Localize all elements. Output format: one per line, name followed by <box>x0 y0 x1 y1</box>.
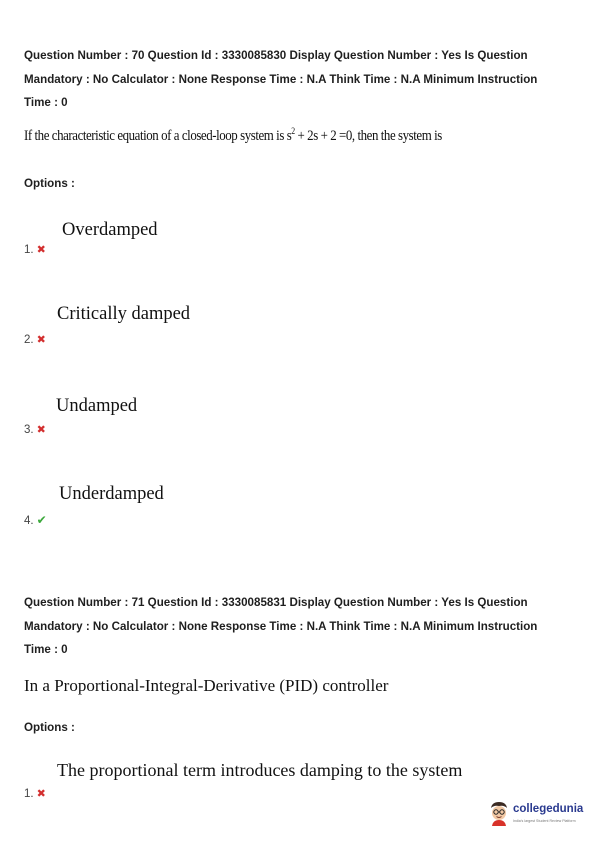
option-4-text: Underdamped <box>59 484 164 504</box>
metadata-line: Mandatory : No Calculator : None Response Time : N.A Think Time : N.A Minimum Instruction <box>24 72 538 86</box>
option-number: 1. <box>24 788 34 800</box>
exponent: 2 <box>291 126 295 136</box>
options-label: Options : <box>24 721 75 734</box>
question-71-text: In a Proportional-Integral-Derivative (PID) controller <box>24 676 389 695</box>
logo-tagline: India's largest Student Review Platform <box>513 819 576 823</box>
option-number: 2. <box>24 334 34 346</box>
logo-wordmark: collegedunia <box>513 803 584 815</box>
metadata-line: Time : 0 <box>24 643 68 656</box>
option-1-text: Overdamped <box>62 220 158 240</box>
metadata-line: Mandatory : No Calculator : None Response Time : N.A Think Time : N.A Minimum Instruction <box>24 619 538 633</box>
option-3-text: Undamped <box>56 396 138 416</box>
correct-check-icon: ✔ <box>36 513 47 527</box>
option-2-number <box>24 333 46 346</box>
option-4-number <box>24 513 47 527</box>
student-mascot-icon <box>488 800 510 826</box>
question-71-metadata <box>24 591 584 662</box>
option-2-text: Critically damped <box>57 304 191 324</box>
question-70-metadata <box>24 44 584 115</box>
option-number: 1. <box>24 244 34 256</box>
option-1-text: The proportional term introduces damping to the system <box>57 760 463 780</box>
question-70-text <box>24 126 442 145</box>
question-text-part: + 2s + 2 =0, then the system is <box>294 128 442 144</box>
wrong-mark-icon: ✖ <box>36 424 46 436</box>
wrong-mark-icon: ✖ <box>36 244 46 256</box>
wrong-mark-icon: ✖ <box>36 334 46 346</box>
question-text-part: If the characteristic equation of a closed-loop system is s <box>24 128 292 144</box>
options-label: Options : <box>24 177 75 190</box>
option-1-number <box>24 243 46 256</box>
option-1-number <box>24 787 46 800</box>
wrong-mark-icon: ✖ <box>36 788 46 800</box>
collegedunia-logo <box>488 800 592 832</box>
metadata-line: Time : 0 <box>24 96 68 109</box>
metadata-line: Question Number : 70 Question Id : 3330085830 Display Question Number : Yes Is Question <box>24 49 528 62</box>
option-3-number <box>24 423 46 436</box>
metadata-line: Question Number : 71 Question Id : 3330085831 Display Question Number : Yes Is Question <box>24 596 528 609</box>
option-number: 3. <box>24 424 34 436</box>
option-number: 4. <box>24 515 34 527</box>
